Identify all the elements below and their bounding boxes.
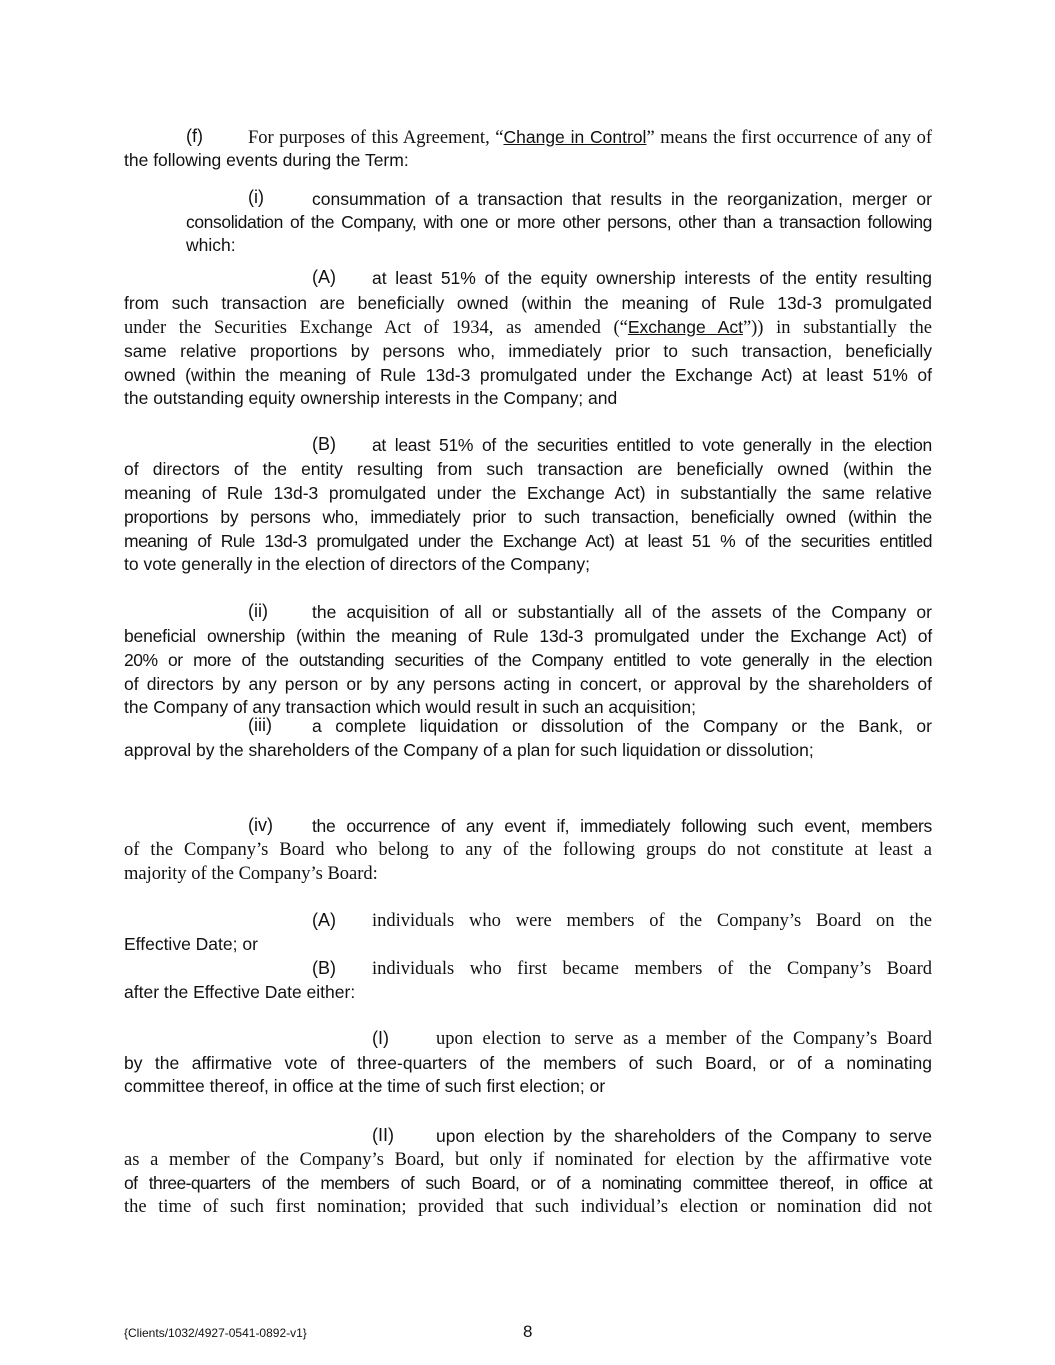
clause-iv-B-line-2: after the Effective Date either:: [124, 982, 356, 1002]
section-f-label: (f): [186, 126, 203, 146]
clause-iv-A-label: (A): [312, 910, 336, 930]
clause-iv-line-1: the occurrence of any event if, immediately following such event, members: [312, 816, 932, 836]
defined-term-change-in-control: Change in Control: [503, 127, 647, 147]
clause-i-A-line-3: under the Securities Exchange Act of 1934, as amended (“Exchange Act”)) in substantially the: [124, 317, 932, 338]
clause-ii-line-5: the Company of any transaction which would result in such an acquisition;: [124, 697, 696, 717]
clause-i-A-line-4: same relative proportions by persons who, immediately prior to such transaction, beneficially: [124, 341, 932, 361]
clause-iv-B-I-line-2: by the affirmative vote of three-quarters of the members of such Board, or of a nominating: [124, 1053, 932, 1073]
clause-iv-A-line-2: Effective Date; or: [124, 934, 258, 954]
clause-iv-B-I-line-1: upon election to serve as a member of the Company’s Board: [436, 1029, 932, 1049]
page-number: 8: [523, 1322, 533, 1341]
clause-i-A-line-2: from such transaction are beneficially owned (within the meaning of Rule 13d-3 promulgated: [124, 293, 932, 313]
clause-iv-B-II-line-3: of three-quarters of the members of such Board, or of a nominating committee thereof, in office at: [124, 1173, 932, 1193]
clause-i-B-line-4: proportions by persons who, immediately prior to such transaction, beneficially owned (within the: [124, 507, 932, 527]
clause-iv-B-I-line-3: committee thereof, in office at the time of such first election; or: [124, 1076, 606, 1096]
clause-iv-B-II-line-4: the time of such first nomination; provided that such individual’s election or nomination did not: [124, 1197, 932, 1217]
clause-i-line-2: consolidation of the Company, with one or more other persons, other than a transaction following: [186, 212, 932, 232]
section-f-line-1: For purposes of this Agreement, “Change in Control” means the first occurrence of any of: [248, 127, 932, 148]
clause-iv-B-line-1: individuals who first became members of the Company’s Board: [372, 959, 932, 979]
clause-ii-label: (ii): [248, 601, 268, 621]
clause-iv-line-3: majority of the Company’s Board:: [124, 864, 378, 884]
clause-i-B-line-5: meaning of Rule 13d-3 promulgated under the Exchange Act) at least 51 % of the securities entitled: [124, 531, 932, 551]
clause-i-line-3: which:: [186, 235, 236, 255]
section-f-line-2: the following events during the Term:: [124, 150, 409, 170]
clause-iv-B-label: (B): [312, 958, 336, 978]
clause-i-A-line-1: at least 51% of the equity ownership interests of the entity resulting: [372, 268, 932, 288]
clause-iv-label: (iv): [248, 815, 273, 835]
clause-iii-label: (iii): [248, 715, 272, 735]
clause-iv-B-II-line-2: as a member of the Company’s Board, but only if nominated for election by the affirmative vote: [124, 1150, 932, 1170]
clause-iii-line-1: a complete liquidation or dissolution of the Company or the Bank, or: [312, 716, 932, 736]
clause-iii-line-2: approval by the shareholders of the Company of a plan for such liquidation or dissolution;: [124, 740, 814, 760]
clause-ii-line-2: beneficial ownership (within the meaning of Rule 13d-3 promulgated under the Exchange Act) of: [124, 626, 932, 646]
clause-i-A-label: (A): [312, 267, 336, 287]
clause-iv-line-2: of the Company’s Board who belong to any of the following groups do not constitute at least a: [124, 840, 932, 860]
defined-term-exchange-act: Exchange Act: [627, 317, 743, 337]
clause-i-A-line-5: owned (within the meaning of Rule 13d-3 promulgated under the Exchange Act) at least 51% of: [124, 365, 932, 385]
clause-ii-line-1: the acquisition of all or substantially all of the assets of the Company or: [312, 602, 932, 622]
clause-i-B-line-3: meaning of Rule 13d-3 promulgated under the Exchange Act) in substantially the same relative: [124, 483, 932, 503]
clause-i-B-line-1: at least 51% of the securities entitled to vote generally in the election: [372, 435, 932, 455]
clause-i-A-line-6: the outstanding equity ownership interests in the Company; and: [124, 388, 618, 408]
clause-iv-B-II-line-1: upon election by the shareholders of the Company to serve: [436, 1126, 932, 1146]
clause-iv-A-line-1: individuals who were members of the Company’s Board on the: [372, 911, 932, 931]
clause-i-label: (i): [248, 187, 264, 207]
clause-ii-line-3: 20% or more of the outstanding securities of the Company entitled to vote generally in the election: [124, 650, 932, 670]
clause-iv-B-I-label: (I): [372, 1028, 389, 1048]
clause-i-B-line-6: to vote generally in the election of directors of the Company;: [124, 554, 590, 574]
clause-i-B-line-2: of directors of the entity resulting from such transaction are beneficially owned (within the: [124, 459, 932, 479]
footer-document-id: {Clients/1032/4927-0541-0892-v1}: [124, 1326, 307, 1340]
clause-i-line-1: consummation of a transaction that results in the reorganization, merger or: [312, 189, 932, 209]
clause-i-B-label: (B): [312, 434, 336, 454]
clause-ii-line-4: of directors by any person or by any persons acting in concert, or approval by the shareholders of: [124, 674, 932, 694]
clause-iv-B-II-label: (II): [372, 1125, 394, 1145]
